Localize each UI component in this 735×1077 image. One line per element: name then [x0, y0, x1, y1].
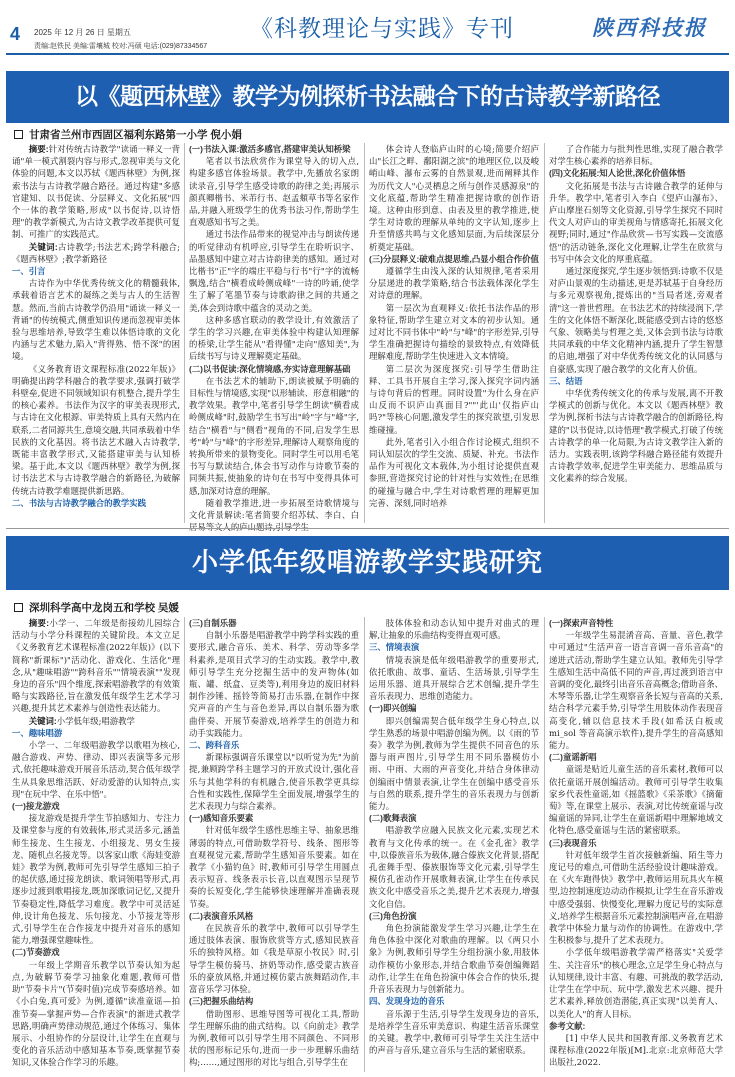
subsection-heading: (四)文化拓展:知人论世,深化价值体悟 [549, 168, 686, 179]
label-lead: 关键词: [28, 241, 58, 252]
body-paragraph: 即兴创编需契合低年级学生身心特点,以学生熟悉的场景中唱游创编为例。以《雨的节奏》教学为例,教师为学生提供不同音色的乐器与雨声图片,引导学生用不同乐器模仿小雨、中雨、大雨的声音变化,并结合身体律动创编雨中情景表演,让学生在创编中感受音乐与自然的联系,提升学生的音乐表现力与创新能力。 [369, 715, 539, 812]
subsection-heading: (一)探索声音特性 [549, 618, 614, 628]
body-paragraph: 这种多感官联动的教学设计,有效激活了学生的学习兴趣,在审美体验中构建认知理解的桥梁,让学生能从"看得懂"走向"感知美",为后续书写与诗义理解奠定基础。 [189, 314, 359, 362]
subsection-heading: (一)接龙游戏 [12, 801, 60, 812]
page-header [0, 0, 735, 58]
subsection-heading: (三)表现音乐 [549, 837, 597, 848]
editor-credits: 责编:赵铁民 美编:雷壤城 校对:冯硕 电话:(029)87334567 [34, 43, 208, 50]
article2-title: 小学低年级唱游教学实践研究 [6, 536, 729, 590]
article1-column-1 [12, 143, 180, 523]
body-paragraph: 体会诗人登临庐山时的心境;简要介绍庐山"长江之畔、鄱阳湖之滨"的地理区位,以及峻峭山峰、瀑布云雾的自然景观,进而阐释其作为历代文人"心灵栖息之所与创作灵感源泉"的文化底蕴,帮助学生精准把握诗歌的创作语境。这种由形到意、由表及里的教学推进,使学生对诗歌的理解从单纯的文字认知,逐步上升至情感共鸣与文化感知层面,为后续深层分析奠定基础。 [369, 144, 539, 252]
abstract-paragraph: 摘要:针对传统古诗教学"读诵一释义一背诵"单一模式割裂内容与形式,忽视审美与文化体验的问题,本文以苏轼《题西林壁》为例,探索书法与古诗教学融合路径。通过构建"多感官建知、以书促读、分层释义、文化拓展"四个一体的教学策略,形成"以书促诗,以诗悟理"的教学新模式,为古诗文教学改革提供可复制、可推广的实践范式。 [12, 144, 180, 240]
body-paragraph: 针对低年级学生首次接触新编、陌生等力度记号的难点,可借助生活经验设计趣味游戏。在《火车跑得快》教学中,教师运用玩具火车模型,边控制速度边动动作模拟,让学生在音乐游戏中感受强弱、快慢变化,理解力度记号的实际意义,培养学生根据音乐元素控制演唱声音,在唱游教学中体验力量与动作的协调性。在游戏中,学生积极参与,提升了艺术表现力。 [549, 849, 723, 946]
subsection-heading: (三)把握乐曲结构 [189, 996, 254, 1007]
issue-date: 2025 年 12 月 26 日 星期五 [34, 28, 131, 37]
article2-author: 深圳科学高中龙岗五和学校 吴媛 [29, 602, 179, 614]
body-paragraph: 古诗作为中华优秀传统文化的精髓载体,承载着语言艺术的凝练之美与古人的生活智慧。然而,当前古诗教学仍沿用"诵读一释义一背诵"的传统模式,侧重知识传递而忽视审美体验与思维培养,导致学生难以体悟诗歌的文化内涵与艺术魅力,陷入"背得熟、悟不深"的困境。 [12, 278, 180, 362]
abstract-paragraph: 关键词:小学低年级;唱游教学 [28, 715, 135, 726]
body-paragraph: 在民族音乐的教学中,教师可以引导学生通过肢体表演、服饰欣赏等方式,感知民族音乐的独特风格。如《我是草原小牧民》时,引导学生模仿骑马、挤奶等动作,感受蒙古族音乐的豪放风格,并通过模仿蒙古族舞蹈动作,丰富音乐学习体验。 [189, 923, 359, 995]
body-paragraph: 中华优秀传统文化的传承与发展,离不开教学模式的创新与优化。本文以《题西林壁》教学为例,探析书法与古诗教学融合的创新路径,构建的"以书促诗,以诗悟理"教学模式,打破了传统古诗教学的单一化局限,为古诗文教学注入新的活力。实践表明,该跨学科融合路径能有效提升古诗教学效率,促进学生审美能力、思维品质与文化素养的综合发展。 [549, 388, 723, 484]
column-divider [184, 143, 185, 523]
body-paragraph: 通过书法作品带来的视觉冲击与朗读传递的听觉律动有机呼应,引导学生在聆听识字、品墨感知中建立对古诗韵律美的感知。通过对比楷书"正"字的端庄平稳与行书"行"字的流畅飘逸,结合"横看成岭侧成峰"一诗的吟诵,使学生了解了笔墨节奏与诗歌韵律之间的共通之美,体会到诗歌中蕴含的灵动之美。 [189, 229, 359, 313]
body-paragraph: 随着教学推进,进一步拓展至诗歌情境与文化背景解读:笔者简要介绍苏轼、李白、白 [189, 497, 359, 521]
body-paragraph: 笔者以书法欣赏作为课堂导入的切入点,构建多感官体验场景。教学中,先播放名家朗读录音,引导学生感受诗歌的韵律之美;再展示颜真卿楷书、米芾行书、赵孟頫草书等名家作品,并融入班级学生的优秀书法习作,帮助学生直观感知书写之美。 [189, 156, 359, 228]
subsection-heading: 参考文献: [549, 1020, 586, 1031]
article2-column-3 [369, 617, 539, 1072]
article1-byline [14, 127, 242, 142]
body-paragraph: 小学低年级唱游教学需严格落实"关爱学生、关注音乐"的核心理念,立足学生身心特点与认知规律,设计丰富、有趣、可挑战的教学活动,让学生在学中玩、玩中学,激发艺术兴趣、提升艺术素养,释放创造潜能,真正实现"以美育人、以美化人"的育人目标。 [549, 947, 724, 1019]
article2-column-4 [549, 617, 723, 1072]
label-lead: 关键词: [28, 715, 57, 726]
abstract-paragraph: 关键词:古诗教学;书法艺术;跨学科融合;《题西林壁》;教学新路径 [12, 241, 180, 264]
column-title: 《科教理论与实践》专刊 [250, 16, 514, 42]
label-lead: 摘要: [28, 144, 49, 154]
body-paragraph: 角色扮演能激发学生学习兴趣,让学生在角色体验中深化对歌曲的理解。以《两只小象》为例,教师引导学生分组扮演小象,用肢体动作模仿小象形态,并结合歌曲节奏创编舞蹈动作,让学生在角色扮演中体会合作的快乐,提升音乐表现力与创新能力。 [369, 923, 539, 995]
column-divider [364, 617, 365, 1072]
body-paragraph: 第一层次为直观释义:依托书法作品的形象特征,帮助学生建立对文本的初步认知。通过对比不同书体中"岭"与"峰"的字形差异,引导学生准确把握诗句描绘的景致特点,有效降低理解难度,帮助学生快速进入文本情境。 [369, 302, 539, 362]
body-paragraph: 文化拓展是书法与古诗融合教学的延伸与升华。教学中,笔者引入李白《望庐山瀑布》、庐山摩崖石刻等文化资源,引导学生探究不同时代文人对庐山的审美视角与情感寄托,拓展文化视野;同时,通过"作品欣赏—书写实践—交流感悟"的活动链条,深化文化理解,让学生在欣赏与书写中体会文化的厚重底蕴。 [549, 180, 723, 264]
section-heading: 二、跨科音乐 [189, 740, 240, 751]
body-paragraph: 自制小乐器是唱游教学中跨学科实践的重要形式,融合音乐、美术、科学、劳动等多学科素养,是项目式学习的生动实践。教学中,教师引导学生充分挖掘生活中的发声物体(如瓶、罐、纸盒、豆类等),利用身边的废旧材料制作沙锤、摇铃等简易打击乐器,在制作中探究声音的产生与音色差异,再以自制乐器为歌曲伴奏、开展节奏游戏,培养学生的创造力和动手实践能力。 [189, 630, 359, 738]
subsection-heading: (三)角色扮演 [369, 910, 417, 921]
byline-square-icon [14, 603, 23, 612]
body-paragraph: 此外,笔者引入小组合作讨论模式,组织不同认知层次的学生交流、质疑、补充。书法作品作为可视化文本载体,为小组讨论提供直观参照,营造探究讨论的针对性与实效性;在思维的碰撞与融合中,学生对诗歌哲理的理解更加完善、深刻,同时培养 [369, 436, 539, 508]
body-paragraph: 小学一、二年级唱游教学以歌唱为核心,融合游戏、声势、律动、即兴表演等多元形式,依托趣味游戏开展音乐活动,契合低年级学生从具象思维活跃、好动爱游的认知特点,实现"在玩中学、在乐中悟"。 [12, 740, 180, 799]
body-paragraph: 了合作能力与批判性思维,实现了融合教学对学生核心素养的培养目标。 [549, 144, 723, 167]
subsection-heading: (二)以书促读:深化情境感,夯实诗意理解基础 [189, 363, 351, 374]
subsection-heading: (二)表演音乐风格 [189, 910, 254, 921]
article2-byline [14, 600, 179, 615]
body-paragraph: 接龙游戏是提升学生节拍感知力、专注力及课堂参与度的有效载体,形式灵活多元,涵盖师生接龙、生生接龙、小组接龙、男女生接龙、随机点名接龙等。以客家山歌《海娃变游娃》教学为例,教师可先引导学生感知三拍子的起伏感,通过接龙朗读、歌词领唱等形式,再逐步过渡到歌唱接龙,既加深歌词记忆,又提升节奏稳定性,降低学习难度。教学中可灵活延伸,设计角色接龙、乐句接龙、小节接龙等形式,引导学生在合作接龙中提升对音乐的感知能力,增强课堂趣味性。 [12, 813, 180, 946]
article1-column-3 [369, 143, 539, 523]
column-divider [364, 143, 365, 523]
subsection-heading: (二)歌舞表演 [369, 813, 417, 824]
body-paragraph: 通过深度探究,学生逐步领悟到:诗歌不仅是对庐山景观的生动描述,更是苏轼基于自身经历与多元观察视角,提炼出的"当局者迷,旁观者清"这一普世哲理。在书法艺术的持续浸润下,学生的文化体悟不断深化,既能感受到古诗的悠悠气象、领略美与哲理之美,又体会到书法与诗歌共同承载的中华文化精神内涵,提升了学生智慧的启迪,增强了对中华优秀传统文化的认同感与自豪感,实现了融合教学的文化育人价值。 [549, 266, 724, 374]
label-lead: 摘要: [28, 618, 50, 628]
article1-author: 甘肃省兰州市西固区福利东路第一小学 倪小娟 [29, 129, 242, 141]
body-paragraph: 第二层次为深度探究:引导学生借助注释、工具书开展自主学习,深入探究字词内涵与诗句背后的哲理。同时设置"为什么身在庐山反而不识庐山真面目?""'此山'仅指庐山吗?"等核心问题,激发学生的探究欲望,引发思维碰撞。 [369, 363, 539, 435]
subsection-heading: (一)书法入课:激活多感官,搭建审美认知桥梁 [189, 144, 351, 154]
body-paragraph: 情境表演是低年级唱游教学的重要形式,依托歌曲、故事、童话、生活场景,引导学生运用乐器、道具开展综合艺术创编,提升学生音乐表现力、思维创造能力。 [369, 654, 539, 702]
subsection-heading: (三)自制乐器 [189, 618, 237, 628]
article2-column-2 [189, 617, 359, 1072]
section-heading: 三、情境表演 [369, 642, 420, 653]
body-paragraph: 一年级上学期音乐教学以节奏认知为起点,为破解节奏学习抽象化难题,教师可借助"节奏卡片"(节奏时值)完成节奏感培养。如《小白兔,真可爱》为例,遵循"读准童谣—拍准节奏—掌握声势—合作表演"的渐进式教学思路,明确声势律动规范,通过个体练习、集体展示、小组协作的分层设计,让学生在直观与变化的音乐活动中感知基本节奏,既掌握节奏知识,又体验合作学习的乐趣。 [12, 959, 180, 1068]
section-heading: 一、趣味唱游 [12, 727, 63, 738]
article1-column-2 [189, 143, 359, 523]
column-divider [544, 617, 545, 1072]
body-paragraph: 一年级学生易混淆音高、音量、音色,教学中可通过"生活声音一语言音调一音乐音高"的递进式活动,帮助学生建立认知。教师先引导学生感知生活中高低不同的声音,再过渡到语言中音调的变化,最终引出音乐音高概念;借助音条、木琴等乐器,让学生观察音条长短与音高的关系,结合科学元素手势,引导学生用肢体动作表现音高变化,辅以信息技术手段(如希沃白板或 mi_sol 等音高演示软件),提升学生的音高感知能力。 [549, 630, 723, 751]
body-paragraph: [1] 中华人民共和国教育部.义务教育艺术课程标准(2022年版)[M].北京:北京师范大学出版社,2022. [549, 1032, 723, 1068]
body-paragraph: 针对低年级学生感性思维主导、抽象思维薄弱的特点,可借助数学符号、线条、图形等直观视觉元素,帮助学生感知音乐要素。如在教学《小猫钓鱼》时,教师可引导学生用圆点表示短音、线条表示长音,以直观图示呈现节奏的长短变化,学生能够快速理解并准确表现节奏。 [189, 825, 359, 909]
subsection-heading: (三)分层释义:破难点提思维,凸显小组合作价值 [369, 253, 539, 264]
byline-square-icon [14, 130, 23, 139]
section-heading: 二、书法与古诗教学融合的教学实践 [12, 497, 146, 508]
article1-title: 以《题西林壁》教学为例探析书法融合下的古诗教学新路径 [6, 71, 729, 123]
body-paragraph: 借助图形、思维导图等可视化工具,帮助学生理解乐曲的曲式结构。以《向前走》教学为例,教师可以引导学生用不同颜色、不同形状的图形标记乐句,进而一步一步理解乐曲结构;……,通过图形的对比与组合,引导学生在 [189, 1008, 359, 1068]
body-paragraph: 肢体体验和动态认知中提升对曲式的理解,让抽象的乐曲结构变得直观可感。 [369, 618, 539, 641]
page-number: 4 [10, 24, 21, 44]
article1-column-4 [549, 143, 723, 523]
article2-column-1 [12, 617, 180, 1072]
article-separator [6, 528, 729, 529]
body-paragraph: 《义务教育语文课程标准(2022年版)》明确提出跨学科融合的教学要求,强调打破学科壁垒,促进不同领域知识有机整合,提升学生的核心素养。书法作为汉字的审美表现形式,与古诗在文化根源、审美特质上具有天然内在联系,二者同源共生,意境交融,共同承载着中华民族的文化基因。将书法艺术融入古诗教学,既能丰富教学形式,又能搭建审美与认知桥梁。基于此,本文以《题西林壁》教学为例,探讨书法艺术与古诗教学融合的新路径,为破解传统古诗教学难题提供新思路。 [12, 363, 180, 496]
section-heading: 三、结语 [549, 375, 583, 386]
subsection-heading: (二)童谣新唱 [549, 752, 597, 763]
header-rule [6, 53, 729, 55]
body-paragraph: 童谣是贴近儿童生活的音乐素材,教师可以依托童谣开展创编活动。教师可引导学生收集家乡代表性童谣,如《摇篮歌》《采茶歌》《摘葡萄》等,在课堂上展示、表演,对比传统童谣与改编童谣的异同,让学生在童谣新唱中理解地域文化特色,感受童谣与生活的紧密联系。 [549, 764, 723, 836]
subsection-heading: (一)即兴创编 [369, 703, 417, 714]
body-paragraph: 音乐源于生活,引导学生发现身边的音乐,是培养学生音乐审美意识、构建生活音乐课堂的关键。教学中,教师可引导学生关注生活中的声音与音乐,建立音乐与生活的紧密联系。 [369, 1008, 539, 1056]
abstract-paragraph: 摘要:小学一、二年级是衔接幼儿园综合活动与小学分科课程的关键阶段。本文立足《义务教育艺术课程标准(2022年版)》(以下简称"新课标")"活动化、游戏化、生活化"理念,从"趣味唱游""跨科音乐""情境表演""发现身边的音乐"四个维度,探索唱游教学的有效策略与实践路径,旨在激发低年级学生艺术学习兴趣,提升其艺术素养与创造性表达能力。 [12, 618, 180, 714]
column-divider [544, 143, 545, 523]
subsection-heading: (一)感知音乐要素 [189, 813, 254, 824]
column-divider [184, 617, 185, 1072]
section-heading: 四、发现身边的音乐 [369, 996, 445, 1007]
body-paragraph: 遵循学生由浅入深的认知规律,笔者采用分层递进的教学策略,结合书法载体深化学生对诗意的理解。 [369, 266, 539, 301]
section-heading: 一、引言 [12, 266, 46, 277]
subsection-heading: (二)节奏游戏 [12, 947, 60, 958]
body-paragraph: 在书法艺术的辅助下,朗读被赋予明确的目标性与情境感,实现"以形辅读、形意相融"的教学效果。教学中,笔者引导学生朗读"横看成岭侧成峰"时,鼓励学生书写出"岭"字与"峰"字,结合"横看"与"侧看"视角的不同,启发学生思考"岭"与"峰"的字形差异,理解诗人观察角度的转换所带来的景物变化。同时学生可以用毛笔书写与默读结合,体会书写动作与诗歌节奏的同频共振,使抽象的诗句在书写中变得具体可感,加深对诗意的理解。 [189, 375, 359, 496]
body-paragraph: 唱游教学应融入民族文化元素,实现艺术教育与文化传承的统一。在《金孔雀》教学中,以傣族音乐为载体,融合傣族文化背景,搭配孔雀舞手型、傣族服饰等文化元素,引导学生模仿孔雀动作开展歌舞表演,让学生在传承民族文化中感受音乐之美,提升艺术表现力,增强文化自信。 [369, 825, 539, 909]
newspaper-logo: 陕西科技报 [592, 15, 707, 40]
body-paragraph: 新课标强调音乐课堂以"以听觉为先"为前提,兼顾跨学科主题学习的开放式设计,强化音乐与其他学科的有机融合,使音乐教学更具综合性和实践性,保障学生全面发展,增强学生的艺术表现力与综合素养。 [189, 752, 359, 812]
